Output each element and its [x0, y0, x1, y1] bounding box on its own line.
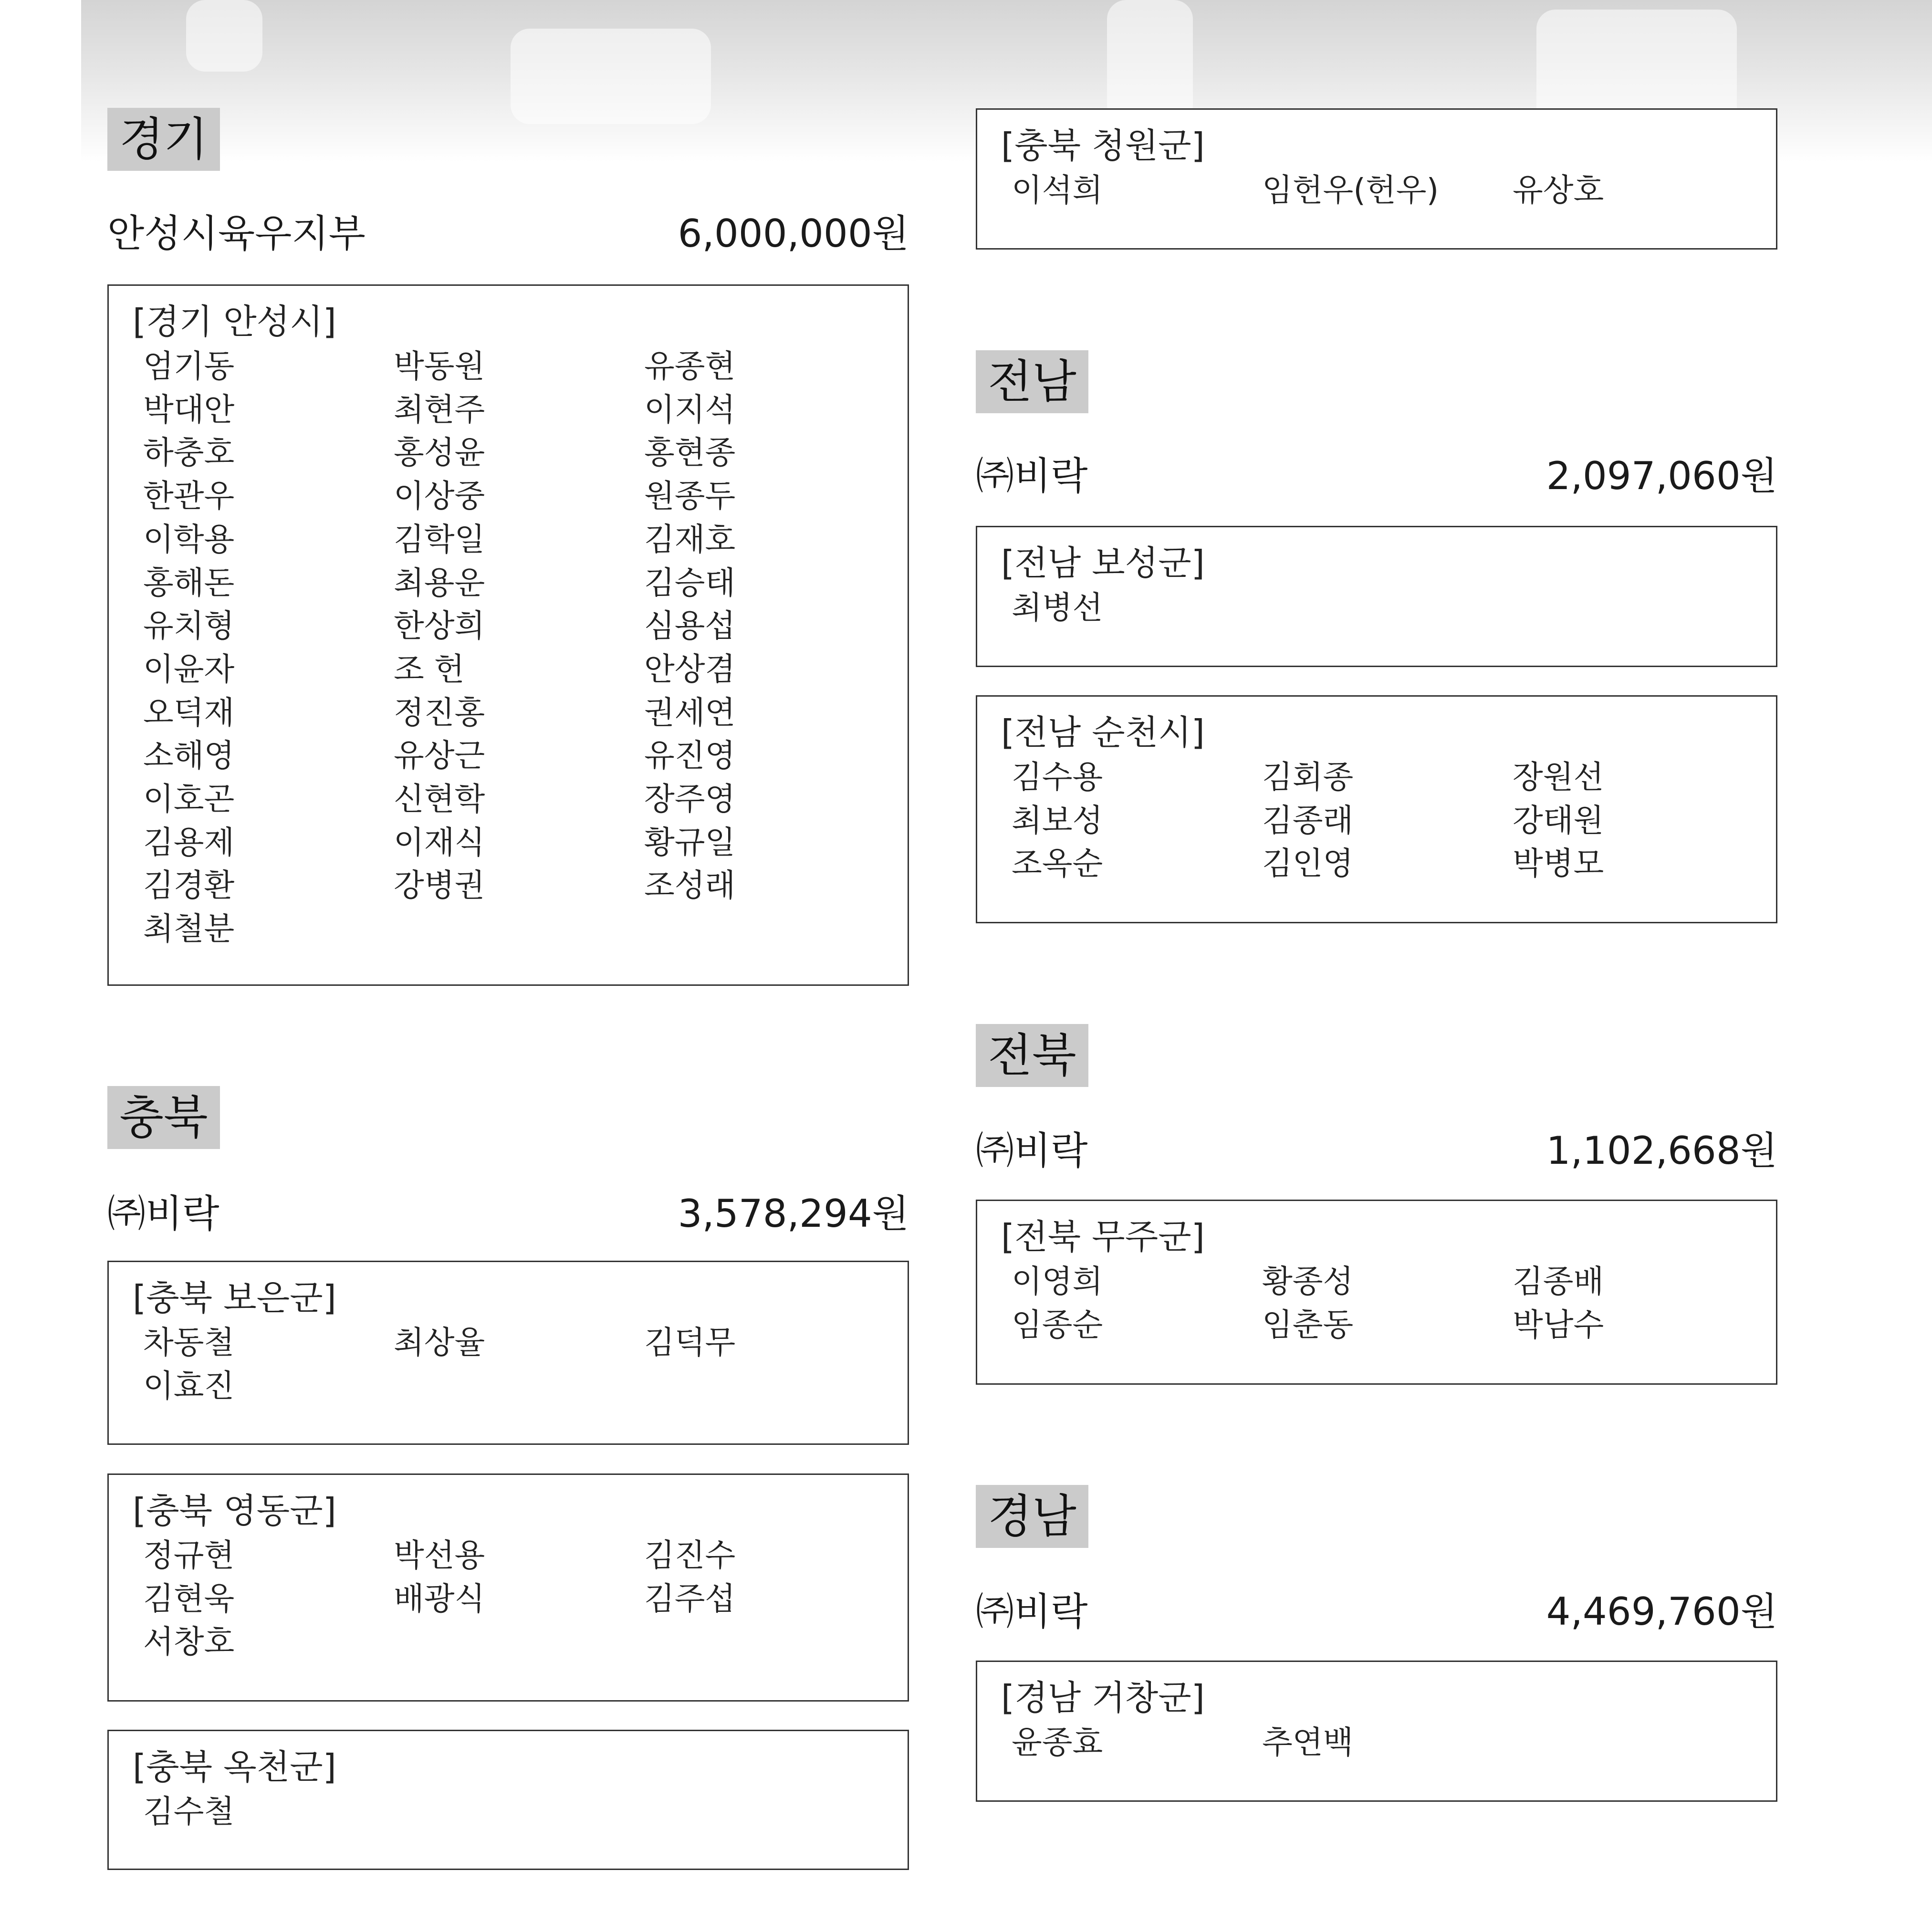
box-title: [전남 순천시] [1001, 712, 1205, 752]
names-grid [1012, 1260, 1756, 1347]
donor-row-chungbuk [107, 1190, 909, 1238]
names-grid [1012, 756, 1756, 886]
names-box-cheongwon [976, 108, 1777, 250]
person-name: 김승태 [644, 564, 736, 601]
person-name: 조옥순 [1012, 845, 1103, 882]
person-name: 김주섭 [644, 1580, 736, 1617]
region-label-chungbuk: 충북 [107, 1086, 220, 1149]
person-name: 유치형 [143, 607, 235, 645]
region-label-gyeongnam: 경남 [976, 1485, 1088, 1548]
person-name: 배광식 [394, 1580, 485, 1617]
donor-name: 안성시육우지부 [107, 211, 366, 256]
person-name: 홍현종 [644, 434, 736, 471]
person-name: 장주영 [644, 781, 736, 818]
person-name: 조 헌 [394, 650, 465, 688]
person-name: 오덕재 [143, 694, 235, 731]
person-name: 이상중 [394, 478, 485, 515]
person-name: 추연백 [1262, 1724, 1354, 1761]
box-title: [경남 거창군] [1001, 1678, 1205, 1718]
person-name: 권세연 [644, 694, 736, 731]
names-box-boeun [107, 1261, 909, 1445]
person-name: 김회종 [1262, 759, 1354, 795]
person-name: 하충호 [143, 434, 235, 471]
person-name: 강태원 [1513, 802, 1604, 839]
donor-amount: 2,097,060원 [1546, 454, 1777, 498]
donor-amount: 3,578,294원 [678, 1191, 909, 1236]
person-name: 이효진 [143, 1367, 235, 1404]
person-name: 유종현 [644, 348, 736, 385]
region-label-jeonbuk: 전북 [976, 1024, 1088, 1087]
box-title: [전남 보성군] [1001, 543, 1205, 583]
person-name: 김재호 [644, 521, 736, 558]
person-name: 박선용 [394, 1537, 485, 1574]
donor-name: ㈜비락 [976, 1128, 1088, 1173]
person-name: 신현학 [394, 781, 485, 818]
person-name: 한관우 [143, 478, 235, 515]
names-grid [1012, 586, 1756, 630]
donor-row-gyeonggi [107, 210, 909, 258]
donor-name: ㈜비락 [976, 454, 1088, 498]
donor-name: ㈜비락 [107, 1191, 219, 1236]
person-name: 이재식 [394, 824, 485, 861]
person-name: 장원선 [1513, 759, 1604, 795]
person-name: 한상희 [394, 607, 485, 645]
person-name: 서창호 [143, 1623, 235, 1661]
person-name: 박남수 [1513, 1306, 1604, 1343]
person-name: 정진홍 [394, 694, 485, 731]
person-name: 유진영 [644, 737, 736, 774]
names-grid [143, 1534, 888, 1664]
person-name: 차동철 [143, 1324, 235, 1361]
person-name: 최철분 [143, 910, 235, 948]
person-name: 유상호 [1513, 172, 1604, 209]
person-name: 최상율 [394, 1324, 485, 1361]
person-name: 이학용 [143, 521, 235, 558]
names-grid [143, 345, 888, 951]
names-grid [143, 1790, 888, 1834]
person-name: 박대안 [143, 391, 235, 428]
person-name: 유상근 [394, 737, 485, 774]
box-title: [충북 영동군] [133, 1491, 336, 1531]
person-name: 최용운 [394, 564, 485, 601]
names-grid [143, 1321, 888, 1408]
names-grid [1012, 169, 1756, 212]
person-name: 임종순 [1012, 1306, 1103, 1343]
person-name: 안상겸 [644, 650, 736, 688]
person-name: 임춘동 [1262, 1306, 1354, 1343]
donor-name: ㈜비락 [976, 1589, 1088, 1634]
names-grid [1012, 1721, 1756, 1765]
person-name: 이호곤 [143, 781, 235, 818]
person-name: 박동원 [394, 348, 485, 385]
person-name: 임헌우(헌우) [1262, 172, 1439, 209]
person-name: 김종배 [1513, 1263, 1604, 1300]
person-name: 최현주 [394, 391, 485, 428]
person-name: 강병권 [394, 867, 485, 904]
person-name: 김학일 [394, 521, 485, 558]
person-name: 이지석 [644, 391, 736, 428]
person-name: 이윤자 [143, 650, 235, 688]
names-box-suncheon [976, 695, 1777, 923]
names-box-geochang [976, 1661, 1777, 1802]
region-label-jeonnam: 전남 [976, 350, 1088, 413]
person-name: 홍해돈 [143, 564, 235, 601]
person-name: 김현욱 [143, 1580, 235, 1617]
person-name: 이석희 [1012, 172, 1103, 209]
person-name: 김덕무 [644, 1324, 736, 1361]
box-title: [충북 보은군] [133, 1278, 336, 1318]
person-name: 김용제 [143, 824, 235, 861]
names-box-okcheon [107, 1730, 909, 1870]
box-title: [충북 청원군] [1001, 125, 1205, 166]
donor-row-gyeongnam [976, 1588, 1777, 1636]
person-name: 황규일 [644, 824, 736, 861]
donor-amount: 6,000,000원 [678, 211, 909, 256]
person-name: 소해영 [143, 737, 235, 774]
box-title: [경기 안성시] [133, 302, 336, 342]
person-name: 최병선 [1012, 589, 1103, 626]
region-label-gyeonggi: 경기 [107, 108, 220, 171]
person-name: 엄기동 [143, 348, 235, 385]
names-box-muju [976, 1200, 1777, 1385]
person-name: 박병모 [1513, 845, 1604, 882]
person-name: 김인영 [1262, 845, 1354, 882]
person-name: 김경환 [143, 867, 235, 904]
person-name: 김종래 [1262, 802, 1354, 839]
donor-amount: 1,102,668원 [1546, 1128, 1777, 1173]
person-name: 원종두 [644, 478, 736, 515]
person-name: 정규현 [143, 1537, 235, 1574]
person-name: 김진수 [644, 1537, 736, 1574]
names-box-boseong [976, 526, 1777, 667]
person-name: 조성래 [644, 867, 736, 904]
names-box-anseong [107, 284, 909, 986]
box-title: [전북 무주군] [1001, 1217, 1205, 1257]
person-name: 홍성윤 [394, 434, 485, 471]
person-name: 황종성 [1262, 1263, 1354, 1300]
person-name: 윤종효 [1012, 1724, 1103, 1761]
names-box-yeongdong [107, 1473, 909, 1702]
person-name: 이영희 [1012, 1263, 1103, 1300]
person-name: 김수철 [143, 1793, 235, 1830]
donor-amount: 4,469,760원 [1546, 1589, 1777, 1634]
person-name: 심용섭 [644, 607, 736, 645]
person-name: 김수용 [1012, 759, 1103, 795]
person-name: 최보성 [1012, 802, 1103, 839]
donor-row-jeonbuk [976, 1127, 1777, 1175]
donor-row-jeonnam [976, 452, 1777, 500]
box-title: [충북 옥천군] [133, 1747, 336, 1787]
